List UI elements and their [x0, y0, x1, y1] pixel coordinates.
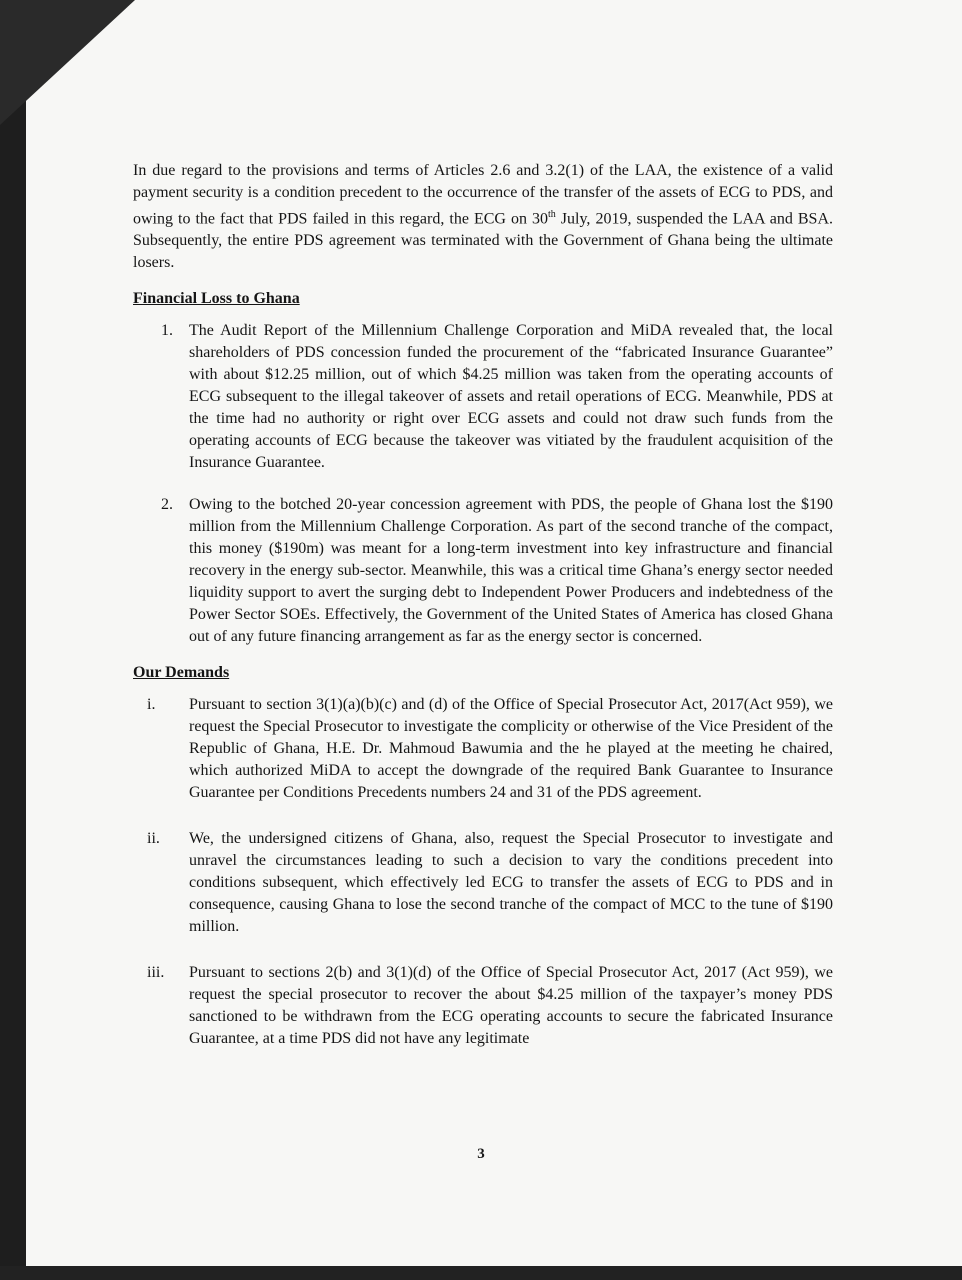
item-marker: ii. [147, 830, 160, 848]
item-text: The Audit Report of the Millennium Challenge Corporation and MiDA revealed that, the local shareholders of PDS concession funded the procurement of the “fabricated Insurance Guarantee” with about $12.25 million, out of which $4.25 million was taken from the operating accounts of ECG subsequent to the illegal takeover of assets and retail operations of ECG. Meanwhile, PDS at the time had no authority or right over ECG assets and could not draw such funds from the operating accounts of ECG because the takeover was vitiated by the fraudulent acquisition of the Insurance Guarantee. [189, 322, 833, 472]
item-text: Pursuant to section 3(1)(a)(b)(c) and (d) of the Office of Special Prosecutor Act, 2017(Act 959), we request the Special Prosecutor to investigate the complicity or otherwise of the Vice President of the Republic of Ghana, H.E. Dr. Mahmoud Bawumia and the he played at the meeting he chaired, which authorized MiDA to accept the downgrade of the required Bank Guarantee to Insurance Guarantee per Conditions Precedents numbers 24 and 31 of the PDS agreement. [189, 696, 833, 802]
item-marker: 1. [161, 322, 173, 340]
page-body [133, 160, 833, 1050]
item-marker: 2. [161, 496, 173, 514]
item-text: We, the undersigned citizens of Ghana, also, request the Special Prosecutor to investigate and unravel the circumstances leading to such a decision to vary the conditions precedent into conditions subsequent, which effectively led ECG to transfer the assets of ECG to PDS and in consequence, causing Ghana to lose the second tranche of the compact of MCC to the tune of $190 million. [189, 830, 833, 936]
page-number: 3 [477, 1146, 485, 1162]
demand-item-i [133, 694, 833, 804]
item-text: Owing to the botched 20-year concession agreement with PDS, the people of Ghana lost the $190 million from the Millennium Challenge Corporation. As part of the second tranche of the compact, this money ($190m) was meant for a long-term investment into key infrastructure and financial recovery in the energy sub-sector. Meanwhile, this was a critical time Ghana’s energy sector needed liquidity support to avert the surging debt to Independent Power Producers and indebtedness of the Power Sector SOEs. Effectively, the Government of the United States of America has closed Ghana out of any future financing arrangement as far as the energy sector is concerned. [189, 496, 833, 646]
item-marker: iii. [147, 964, 165, 982]
intro-paragraph: In due regard to the provisions and terms of Articles 2.6 and 3.2(1) of the LAA, the existence of a valid payment security is a condition precedent to the occurrence of the transfer of the assets of ECG to PDS, and owing to the fact that PDS failed in this regard, the ECG on 30th July, 2019, suspended the LAA and BSA. Subsequently, the entire PDS agreement was terminated with the Government of Ghana being the ultimate losers. [133, 162, 834, 272]
bottom-edge-shadow [0, 1266, 962, 1280]
financial-loss-heading: Financial Loss to Ghana [133, 290, 300, 308]
demand-item-iii [133, 962, 833, 1050]
item-marker: i. [147, 696, 156, 714]
financial-loss-item-1 [133, 320, 833, 474]
demand-item-ii [133, 828, 833, 938]
demands-heading: Our Demands [133, 664, 230, 682]
item-text: Pursuant to sections 2(b) and 3(1)(d) of the Office of Special Prosecutor Act, 2017 (Act 959), we request the special prosecutor to recover the about $4.25 million of the taxpayer’s money PDS sanctioned to be withdrawn from the ECG operating accounts to secure the fabricated Insurance Guarantee, at a time PDS did not have any legitimate [189, 964, 833, 1048]
superscript-th: th [548, 209, 556, 220]
folded-corner [0, 0, 135, 125]
financial-loss-item-2 [133, 494, 833, 648]
